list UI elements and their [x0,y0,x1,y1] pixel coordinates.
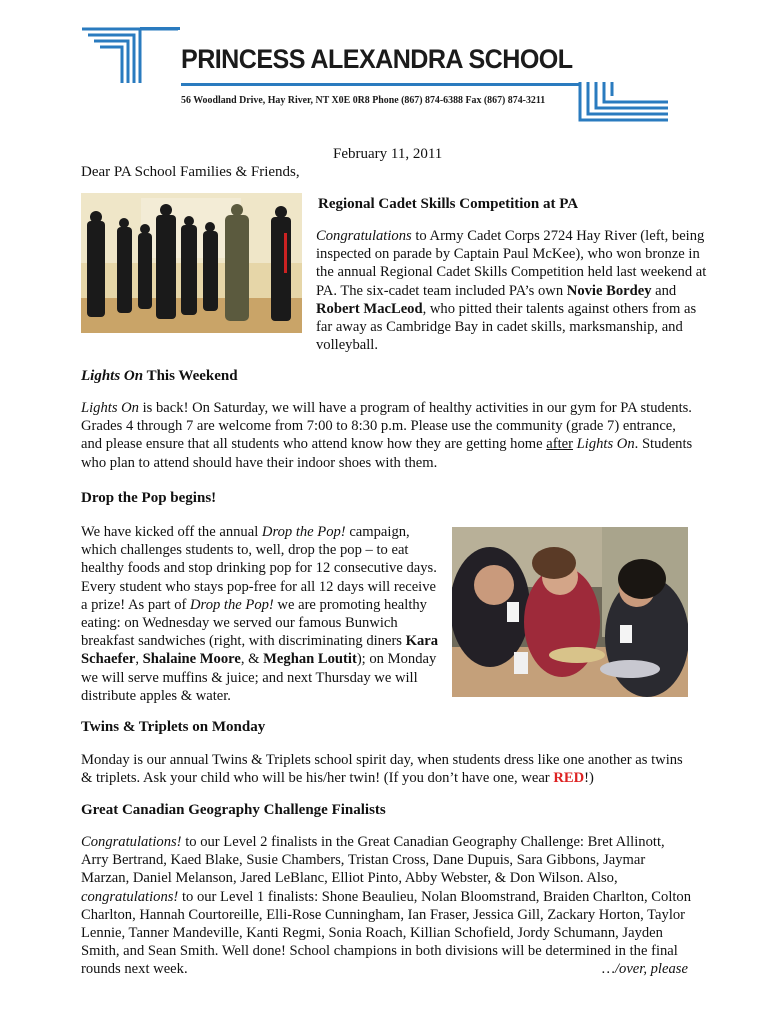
cadet-congrats: Congratulations [316,228,412,244]
school-logo-left-icon [80,27,180,85]
geo-heading: Great Canadian Geography Challenge Finalists [81,802,386,818]
cadet-name-2: Robert MacLeod [316,300,423,317]
lights-heading-em: Lights On [81,368,144,384]
pop-text-c: we are promoting healthy eating: on Wednesday we served our famous Bunwich breakfast sandwiches (right, with discriminating diners [81,596,427,650]
cadet-text-and: and [651,282,677,299]
cadet-photo [81,193,302,333]
geo-text-b: to our Level 1 finalists: Shone Beaulieu, Nolan Bloomstrand, Braiden Charlton, Colton Charlton, Hannah Courtoreille, Elli-Rose Cunningham, Ian Fraser, Jessica Gill, Zackary Horton, Taylor Lennie, Tanner Mandeville, Kanti Regmi, Sonia Roach, Killian Schofield, Jordy Schumann, Jayden Smith, and Sean Smith. Well done! School champions in both divisions will be determined in the final rounds next week. [81,888,692,978]
lights-em-1: Lights On [81,400,139,416]
pop-name-3: Meghan Loutit [263,651,357,668]
twins-text-a: Monday is our annual Twins & Triplets school spirit day, when students dress like one another as twins & triplets. Ask your child who will be his/her twin! (If you don’t have one, wear [81,752,683,787]
cadet-name-1: Novie Bordey [566,282,652,299]
students-photo [452,527,688,697]
pop-text-b: campaign, which challenges students to, well, drop the pop – to eat healthy foods and stop drinking pop for 12 consecutive days. Every student who stays pop-free for all 12 days will receive a prize! As part of [81,524,437,613]
geo-paragraph [81,833,695,979]
twins-text-b: !) [584,770,594,787]
geo-em-2: congratulations! [81,888,179,905]
school-logo-right-icon [578,80,670,142]
lights-text-b: . Students who plan to attend should have their indoor shoes with them. [81,436,693,471]
pop-em-2: Drop the Pop! [190,596,274,613]
over-please: …/over, please [602,961,688,977]
cadet-text-a: to Army Cadet Corps 2724 Hay River (left, being inspected on parade by Captain Paul McKee), who won bronze in the annual Regional Cadet Skills Competition held last weekend at PA. The six-cadet team included PA’s own [316,228,707,299]
pop-heading: Drop the Pop begins! [81,490,217,506]
logo-rule-middle [181,83,581,86]
pop-text-d: ); on Monday we will serve muffins & juice; and next Thursday we will distribute apples & water. [81,651,437,704]
twins-paragraph [81,751,693,787]
geo-em-1: Congratulations! [81,834,182,850]
pop-text-a: We have kicked off the annual [81,524,262,540]
twins-heading: Twins & Triplets on Monday [81,719,266,735]
letterhead [0,0,770,150]
geo-text-a: to our Level 2 finalists in the Great Canadian Geography Challenge: Bret Allinott, Arry Bertrand, Kaed Blake, Susie Chambers, Tristan Cross, Dane Dupuis, Sara Gibbons, Jaymar Marzan, Daniel Melanson, Jared LeBlanc, Elliot Pinto, Abby Webster, & Don Wilson. Also, [81,834,665,887]
twins-red: RED [553,770,585,787]
school-address: 56 Woodland Drive, Hay River, NT X0E 0R8 Phone (867) 874-6388 Fax (867) 874-3211 [181,94,546,106]
lights-em-2: Lights On [576,436,635,453]
pop-name-2: Shalaine Moore [142,651,241,668]
pop-paragraph [81,523,443,705]
cadet-paragraph [316,227,708,354]
pop-comma: , [135,651,143,668]
pop-name-1: Kara Schaefer [81,633,439,668]
pop-amp: , & [240,651,264,668]
letter-date: February 11, 2011 [333,146,443,162]
salutation: Dear PA School Families & Friends, [81,164,300,180]
lights-heading [81,367,238,385]
cadet-heading: Regional Cadet Skills Competition at PA [318,196,579,212]
lights-paragraph [81,399,693,472]
logo-rule-top [140,27,180,30]
school-name: PRINCESS ALEXANDRA SCHOOL [181,44,573,74]
lights-after: after [546,436,573,453]
lights-text-a: is back! On Saturday, we will have a program of healthy activities in our gym for PA students. Grades 4 through 7 are welcome from 7:00 to 8:30 p.m. Please use the community (grade 7) entrance, and please ensure that all students who attend know how they are getting home [81,400,692,453]
cadet-text-b: , who pitted their talents against others from as far away as Cambridge Bay in cadet skills, marksmanship, and volleyball. [316,300,697,354]
lights-heading-rest: This Weekend [143,368,238,384]
pop-em-1: Drop the Pop! [261,524,346,540]
